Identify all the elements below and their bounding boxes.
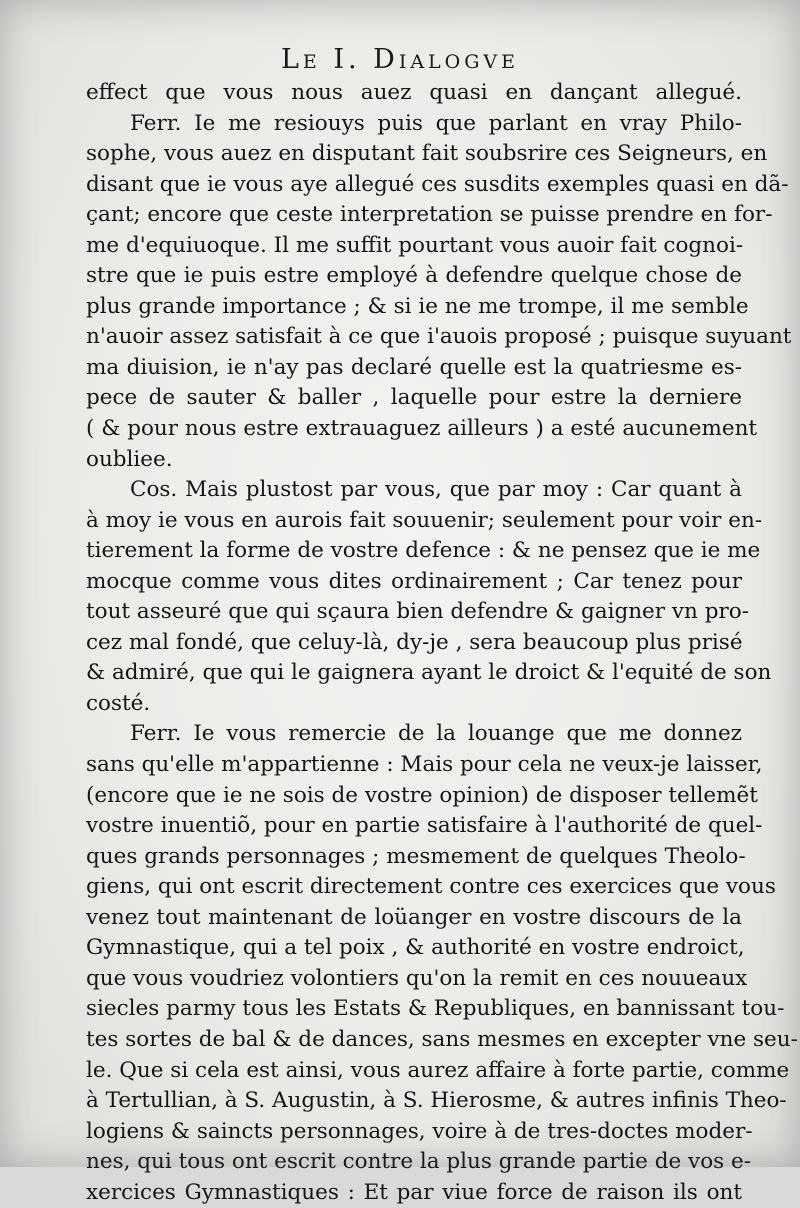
- text-line: oubliee.: [86, 446, 173, 472]
- text-line: Ferr. Ie me resiouys puis que parlant en vray Philo-: [130, 110, 742, 136]
- text-line: me d'equiuoque. Il me suffit pourtant vous auoir fait cognoi-: [86, 232, 744, 258]
- text-line: tes sortes de bal & de dances, sans mesmes en excepter vne seu-: [86, 1026, 798, 1052]
- text-line: mocque comme vous dites ordinairement ; Car tenez pour: [86, 568, 742, 594]
- text-line: & admiré, que qui le gaignera ayant le droict & l'equité de son: [86, 660, 772, 686]
- text-line: le. Que si cela est ainsi, vous aurez affaire à forte partie, comme: [86, 1057, 790, 1083]
- text-line: tierement la forme de vostre defence : & ne pensez que ie me: [86, 538, 761, 564]
- text-line: cez mal fondé, que celuy-là, dy-je , sera beaucoup plus prisé: [86, 629, 743, 655]
- text-line: à moy ie vous en aurois fait souuenir; seulement pour voir en-: [86, 507, 763, 533]
- text-line: pece de sauter & baller , laquelle pour estre la derniere: [86, 385, 742, 411]
- text-line: stre que ie puis estre employé à defendre quelque chose de: [86, 263, 742, 289]
- text-line: vostre inuentiõ, pour en partie satisfaire à l'authorité de quel-: [86, 813, 763, 839]
- text-line: sans qu'elle m'appartienne : Mais pour cela ne veux-je laisser,: [86, 752, 763, 778]
- text-line: çant; encore que ceste interpretation se puisse prendre en for-: [86, 202, 773, 228]
- text-line: plus grande importance ; & si ie ne me trompe, il me semble: [86, 293, 749, 319]
- text-line: giens, qui ont escrit directement contre ces exercices que vous: [86, 874, 776, 900]
- body-text: [86, 78, 798, 1208]
- text-line: ques grands personnages ; mesmement de quelques Theolo-: [86, 843, 746, 869]
- text-line: n'auoir assez satisfait à ce que i'auois proposé ; puisque suyuant: [86, 324, 792, 350]
- text-line: à Tertullian, à S. Augustin, à S. Hierosme, & autres infinis Theo-: [86, 1088, 787, 1114]
- text-line: (encore que ie ne sois de vostre opinion) de disposer tellemẽt: [86, 782, 758, 808]
- text-line: siecles parmy tous les Estats & Republiques, en bannissant tou-: [86, 996, 785, 1022]
- text-line: costé.: [86, 690, 151, 716]
- text-line: sophe, vous auez en disputant fait soubsrire ces Seigneurs, en: [86, 141, 768, 167]
- text-line: tout asseuré que qui sçaura bien defendre & gaigner vn pro-: [86, 599, 749, 625]
- text-line: logiens & saincts personnages, voire à de tres-doctes moder-: [86, 1118, 753, 1144]
- text-line: disant que ie vous aye allegué ces susdits exemples quasi en dã-: [86, 171, 789, 197]
- text-line: effect que vous nous auez quasi en dançant allegué.: [86, 80, 742, 105]
- running-head: Le I. Dialogve: [280, 44, 520, 75]
- text-line: que vous voudriez volontiers qu'on la remit en ces nouueaux: [86, 965, 748, 991]
- text-line: Cos. Mais plustost par vous, que par moy : Car quant à: [130, 477, 742, 503]
- text-line: Ferr. Ie vous remercie de la louange que me donnez: [130, 721, 742, 747]
- text-line: xercices Gymnastiques : Et par viue force de raison ils ont: [86, 1179, 742, 1205]
- text-line: Gymnastique, qui a tel poix , & authorité en vostre endroict,: [86, 935, 745, 961]
- text-line: ma diuision, ie n'ay pas declaré quelle est la quatriesme es-: [86, 354, 742, 380]
- text-line: venez tout maintenant de loüanger en vostre discours de la: [86, 904, 742, 930]
- text-line: ( & pour nous estre extrauaguez ailleurs ) a esté aucunement: [86, 416, 758, 442]
- text-line: nes, qui tous ont escrit contre la plus grande partie de vos e-: [86, 1149, 751, 1175]
